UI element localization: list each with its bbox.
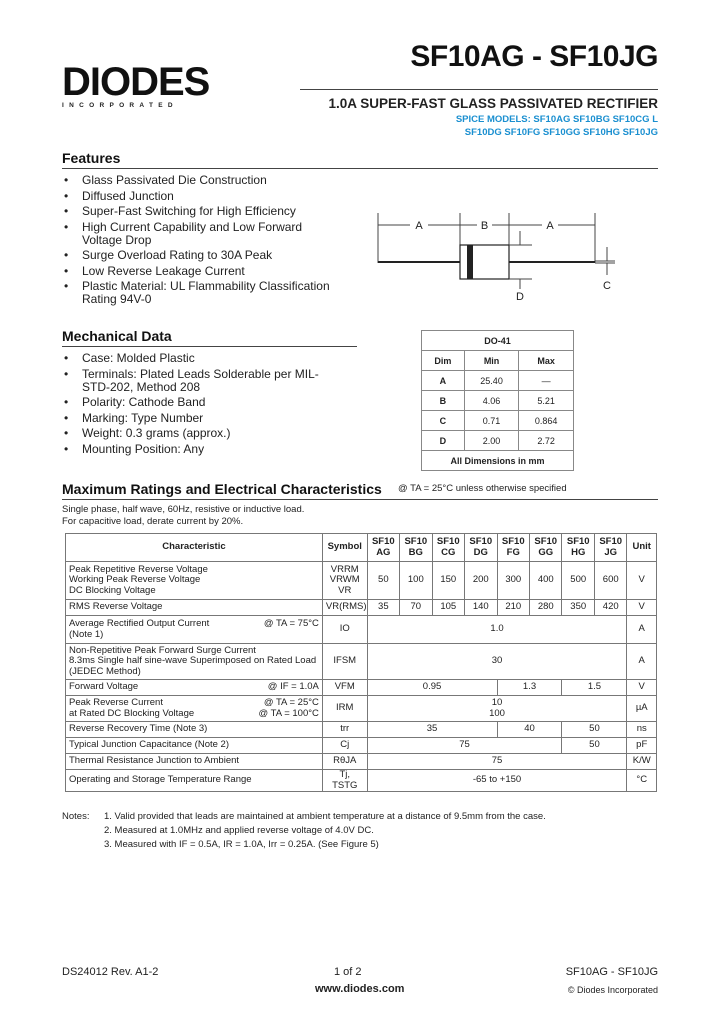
table-cell: trr bbox=[322, 722, 367, 738]
dimensions-table bbox=[421, 330, 574, 471]
table-row bbox=[66, 696, 657, 722]
company-logo bbox=[62, 62, 232, 109]
logo-text: DIODES bbox=[62, 60, 210, 104]
table-cell: Reverse Recovery Time (Note 3) bbox=[66, 722, 323, 738]
table-cell: 0.864 bbox=[519, 411, 574, 431]
condition-text: @ IF = 1.0A bbox=[267, 681, 319, 693]
table-header: Min bbox=[464, 351, 519, 371]
package-outline-diagram bbox=[360, 205, 630, 305]
table-cell: B bbox=[422, 391, 465, 411]
table-header: SF10 FG bbox=[497, 534, 529, 562]
table-cell: 50 bbox=[367, 562, 399, 600]
table-cell: 420 bbox=[594, 600, 626, 616]
table-header: Max bbox=[519, 351, 574, 371]
table-cell bbox=[66, 616, 323, 644]
list-item: • Mounting Position: Any bbox=[62, 443, 332, 456]
dim-label-d: D bbox=[516, 291, 524, 303]
cathode-band bbox=[467, 245, 473, 279]
table-cell: 350 bbox=[562, 600, 594, 616]
symbol-text: VRWM bbox=[329, 574, 360, 586]
table-cell: 200 bbox=[465, 562, 497, 600]
page-number: 1 of 2 bbox=[334, 966, 362, 978]
notes-section bbox=[62, 810, 546, 852]
features-list bbox=[62, 174, 332, 309]
table-cell: 35 bbox=[367, 722, 497, 738]
characteristic-text: Forward Voltage bbox=[69, 681, 139, 693]
table-row bbox=[422, 391, 574, 411]
table-cell: RθJA bbox=[322, 754, 367, 770]
spice-models-line2[interactable]: SF10DG SF10FG SF10GG SF10HG SF10JG bbox=[464, 127, 658, 138]
value-text: 100 bbox=[489, 707, 505, 719]
table-cell bbox=[367, 696, 627, 722]
list-item: • Case: Molded Plastic bbox=[62, 352, 332, 365]
list-item: • Low Reverse Leakage Current bbox=[62, 265, 332, 278]
table-row bbox=[66, 600, 657, 616]
characteristic-text: Working Peak Reverse Voltage bbox=[69, 574, 201, 586]
table-cell: 300 bbox=[497, 562, 529, 600]
table-header: SF10 BG bbox=[400, 534, 432, 562]
table-cell: 280 bbox=[530, 600, 562, 616]
condition-text: @ TA = 75°C bbox=[263, 618, 319, 629]
table-row bbox=[66, 738, 657, 754]
table-header: SF10 CG bbox=[432, 534, 464, 562]
notes-label: Notes: bbox=[62, 811, 90, 822]
table-cell: — bbox=[519, 371, 574, 391]
features-heading: Features bbox=[62, 150, 121, 166]
note-item: 3. Measured with IF = 0.5A, IR = 1.0A, Irr = 0.25A. (See Figure 5) bbox=[104, 839, 379, 850]
characteristic-text: Peak Repetitive Reverse Voltage bbox=[69, 563, 208, 575]
table-cell: 400 bbox=[530, 562, 562, 600]
table-cell: V bbox=[627, 680, 657, 696]
table-cell: °C bbox=[627, 770, 657, 792]
document-title: SF10AG - SF10JG bbox=[410, 40, 658, 73]
table-cell: Thermal Resistance Junction to Ambient bbox=[66, 754, 323, 770]
intro-line: Single phase, half wave, 60Hz, resistive or inductive load. bbox=[62, 504, 305, 515]
website-link[interactable]: www.diodes.com bbox=[315, 983, 405, 995]
table-row bbox=[66, 644, 657, 680]
dim-label-b: B bbox=[480, 220, 489, 232]
table-cell: K/W bbox=[627, 754, 657, 770]
table-cell: 5.21 bbox=[519, 391, 574, 411]
table-cell bbox=[66, 644, 323, 680]
note-item: 1. Valid provided that leads are maintained at ambient temperature at a distance of 9.5mm from the case. bbox=[104, 811, 546, 822]
intro-line: For capacitive load, derate current by 20%. bbox=[62, 516, 244, 527]
table-cell: 50 bbox=[562, 738, 627, 754]
dimensions-note: All Dimensions in mm bbox=[422, 451, 574, 471]
characteristic-text: DC Blocking Voltage bbox=[69, 584, 156, 596]
table-header: Unit bbox=[627, 534, 657, 562]
table-cell bbox=[66, 562, 323, 600]
table-cell: RMS Reverse Voltage bbox=[66, 600, 323, 616]
characteristic-text: (JEDEC Method) bbox=[69, 665, 141, 677]
table-header: SF10 GG bbox=[530, 534, 562, 562]
spice-models-line1[interactable]: SPICE MODELS: SF10AG SF10BG SF10CG L bbox=[455, 114, 658, 125]
table-cell: IFSM bbox=[322, 644, 367, 680]
table-cell: 30 bbox=[367, 644, 627, 680]
characteristic-text: 8.3ms Single half sine-wave Superimposed on Rated Load bbox=[69, 655, 317, 667]
table-cell: Cj bbox=[322, 738, 367, 754]
table-cell: Tj, TSTG bbox=[322, 770, 367, 792]
mechanical-rule bbox=[62, 346, 357, 347]
title-rule bbox=[300, 89, 658, 90]
table-cell: A bbox=[627, 644, 657, 680]
table-cell: D bbox=[422, 431, 465, 451]
condition-text: @ TA = 25°C bbox=[263, 697, 319, 708]
document-subtitle: 1.0A SUPER-FAST GLASS PASSIVATED RECTIFIER bbox=[328, 96, 658, 111]
table-cell: 35 bbox=[367, 600, 399, 616]
footer-part-number: SF10AG - SF10JG bbox=[565, 966, 658, 978]
table-cell: 1.5 bbox=[562, 680, 627, 696]
table-cell: ns bbox=[627, 722, 657, 738]
ratings-intro bbox=[62, 504, 304, 528]
logo-subtext: INCORPORATED bbox=[62, 102, 178, 109]
table-cell bbox=[66, 680, 323, 696]
condition-text: @ TA = 100°C bbox=[258, 707, 319, 719]
table-cell: 140 bbox=[465, 600, 497, 616]
dim-label-c: C bbox=[603, 280, 611, 292]
table-cell: 50 bbox=[562, 722, 627, 738]
table-cell: 2.72 bbox=[519, 431, 574, 451]
list-item: • Diffused Junction bbox=[62, 190, 332, 203]
table-cell: C bbox=[422, 411, 465, 431]
table-cell: IO bbox=[322, 616, 367, 644]
doc-number: DS24012 Rev. A1-2 bbox=[62, 966, 159, 978]
mechanical-heading: Mechanical Data bbox=[62, 328, 172, 344]
table-row bbox=[66, 754, 657, 770]
symbol-text: VR bbox=[338, 584, 352, 596]
table-cell: 75 bbox=[367, 738, 562, 754]
features-rule bbox=[62, 168, 658, 169]
characteristic-text: Non-Repetitive Peak Forward Surge Current bbox=[69, 644, 256, 656]
ratings-heading: Maximum Ratings and Electrical Characteristics bbox=[62, 481, 382, 497]
characteristic-text: Average Rectified Output Current bbox=[69, 618, 210, 629]
spice-models[interactable] bbox=[448, 113, 658, 139]
list-item: • Marking: Type Number bbox=[62, 412, 332, 425]
list-item: • Terminals: Plated Leads Solderable per MIL-STD-202, Method 208 bbox=[62, 368, 332, 394]
table-cell: 25.40 bbox=[464, 371, 519, 391]
symbol-text: VRRM bbox=[330, 563, 359, 575]
characteristic-text: (Note 1) bbox=[69, 628, 104, 640]
table-cell bbox=[66, 696, 323, 722]
table-cell: Operating and Storage Temperature Range bbox=[66, 770, 323, 792]
list-item: • Plastic Material: UL Flammability Classification Rating 94V-0 bbox=[62, 280, 332, 306]
table-cell: VFM bbox=[322, 680, 367, 696]
ratings-rule bbox=[62, 499, 658, 500]
note-item: 2. Measured at 1.0MHz and applied reverse voltage of 4.0V DC. bbox=[104, 825, 374, 836]
dim-label-a-right: A bbox=[546, 220, 554, 232]
table-cell: 0.95 bbox=[367, 680, 497, 696]
table-header: SF10 HG bbox=[562, 534, 594, 562]
table-cell: 4.06 bbox=[464, 391, 519, 411]
ratings-table bbox=[65, 533, 657, 792]
table-row bbox=[422, 411, 574, 431]
table-cell: 150 bbox=[432, 562, 464, 600]
table-cell: 1.3 bbox=[497, 680, 562, 696]
list-item: • Polarity: Cathode Band bbox=[62, 396, 332, 409]
ratings-condition: @ TA = 25°C unless otherwise specified bbox=[398, 483, 567, 494]
list-item: • Weight: 0.3 grams (approx.) bbox=[62, 427, 332, 440]
table-header: Dim bbox=[422, 351, 465, 371]
dim-label-a-left: A bbox=[415, 220, 423, 232]
mechanical-list bbox=[62, 352, 332, 458]
table-row bbox=[66, 680, 657, 696]
list-item: • High Current Capability and Low Forward Voltage Drop bbox=[62, 221, 332, 247]
copyright: © Diodes Incorporated bbox=[567, 985, 658, 995]
list-item: • Super-Fast Switching for High Efficiency bbox=[62, 205, 332, 218]
table-cell: 500 bbox=[562, 562, 594, 600]
table-cell: A bbox=[627, 616, 657, 644]
table-cell: V bbox=[627, 600, 657, 616]
table-cell: 210 bbox=[497, 600, 529, 616]
table-cell: A bbox=[422, 371, 465, 391]
table-cell: 70 bbox=[400, 600, 432, 616]
package-name: DO-41 bbox=[422, 331, 574, 351]
table-cell: -65 to +150 bbox=[367, 770, 627, 792]
table-row bbox=[66, 562, 657, 600]
table-cell: V bbox=[627, 562, 657, 600]
table-row bbox=[422, 371, 574, 391]
value-text: 10 bbox=[491, 697, 503, 708]
table-cell: 1.0 bbox=[367, 616, 627, 644]
table-row bbox=[66, 770, 657, 792]
characteristic-text: Peak Reverse Current bbox=[69, 697, 163, 708]
table-cell: 75 bbox=[367, 754, 627, 770]
table-header: SF10 DG bbox=[465, 534, 497, 562]
table-row bbox=[66, 616, 657, 644]
table-row bbox=[66, 722, 657, 738]
table-header: Characteristic bbox=[66, 534, 323, 562]
table-cell: IRM bbox=[322, 696, 367, 722]
table-cell bbox=[322, 562, 367, 600]
characteristic-text: at Rated DC Blocking Voltage bbox=[69, 707, 195, 719]
list-item: • Glass Passivated Die Construction bbox=[62, 174, 332, 187]
table-cell: 2.00 bbox=[464, 431, 519, 451]
table-cell: Typical Junction Capacitance (Note 2) bbox=[66, 738, 323, 754]
table-cell: VR(RMS) bbox=[322, 600, 367, 616]
list-item: • Surge Overload Rating to 30A Peak bbox=[62, 249, 332, 262]
table-cell: pF bbox=[627, 738, 657, 754]
table-cell: 600 bbox=[594, 562, 626, 600]
table-cell: 40 bbox=[497, 722, 562, 738]
table-header: SF10 JG bbox=[594, 534, 626, 562]
table-cell: 105 bbox=[432, 600, 464, 616]
table-cell: 100 bbox=[400, 562, 432, 600]
table-cell: µA bbox=[627, 696, 657, 722]
table-header: SF10 AG bbox=[367, 534, 399, 562]
table-header: Symbol bbox=[322, 534, 367, 562]
table-header-row bbox=[66, 534, 657, 562]
table-cell: 0.71 bbox=[464, 411, 519, 431]
table-row bbox=[422, 431, 574, 451]
